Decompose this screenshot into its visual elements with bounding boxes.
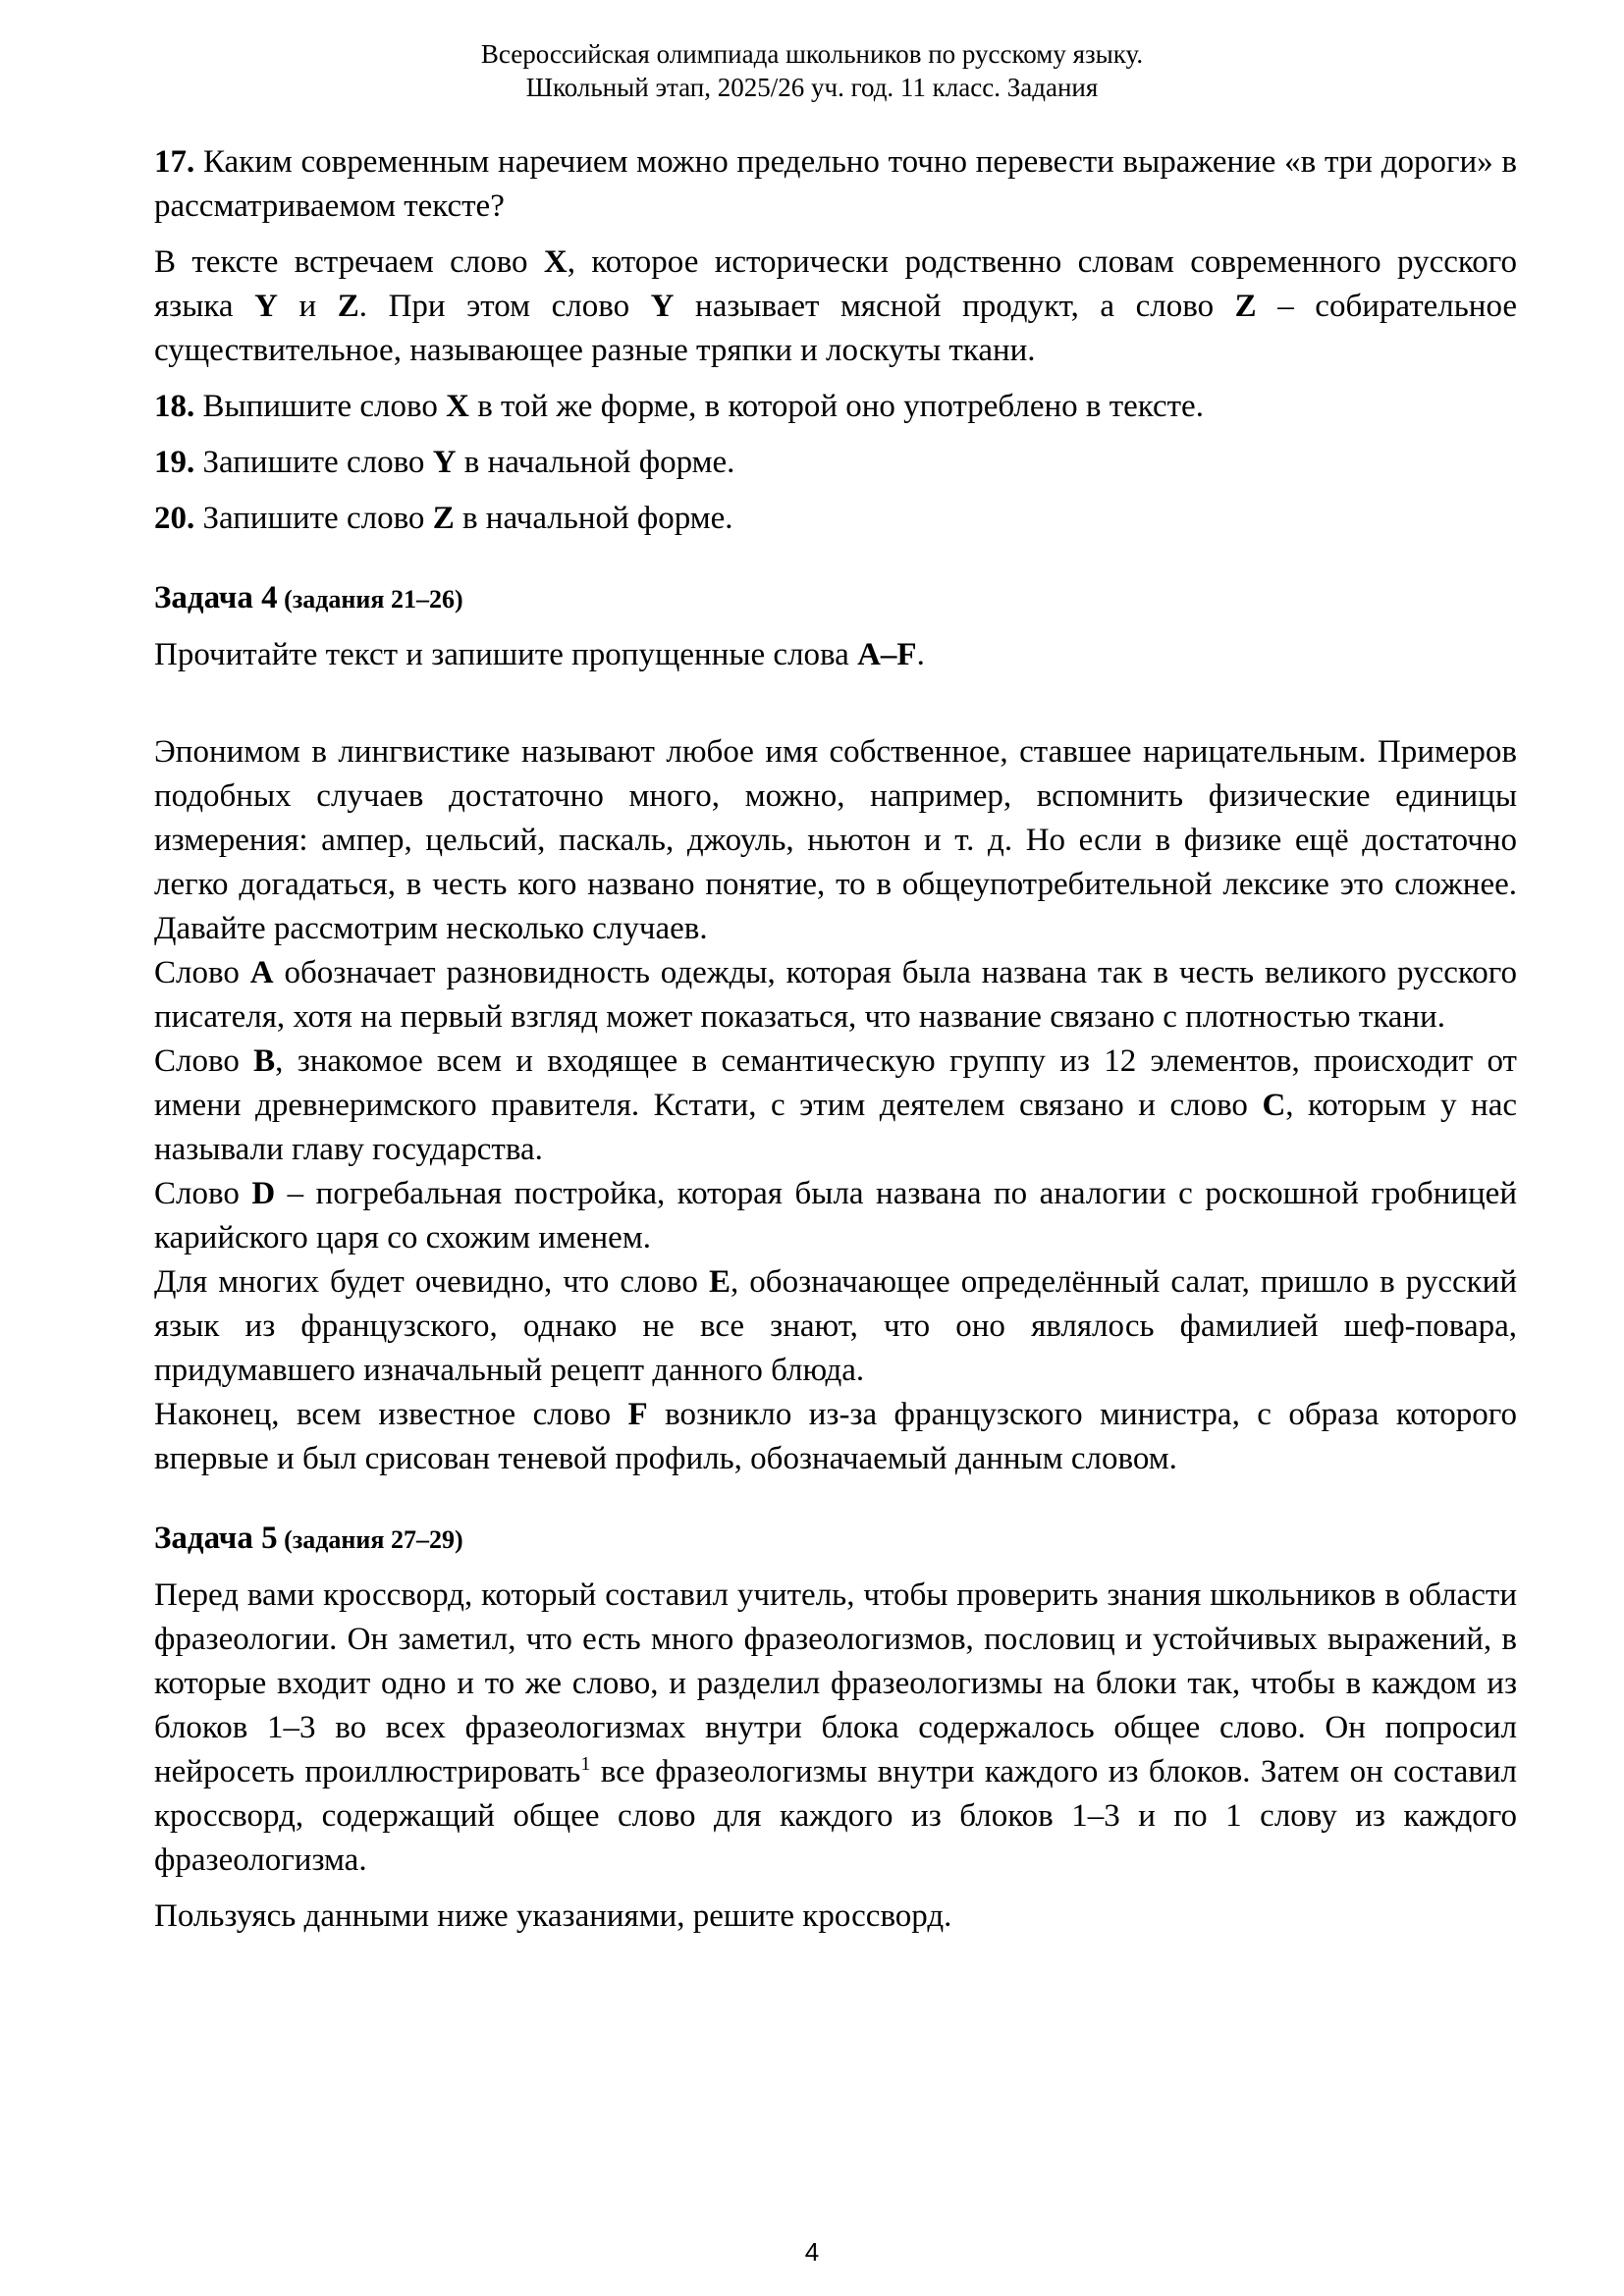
task-4-word-f: Наконец, всем известное слово F возникло из-за французского министра, с образа которого впервые и был срисован теневой профиль, обозначаемый данным словом. bbox=[154, 1397, 1517, 1476]
task-4-word-b-c: Слово B, знакомое всем и входящее в семантическую группу из 12 элементов, происходит от имени древнеримского правителя. Кстати, с этим деятелем связано и слово C, которым у нас называли главу государства. bbox=[154, 1043, 1518, 1167]
task-4-intro: Эпонимом в лингвистике называют любое имя собственное, ставшее нарицательным. Примеров подобных случаев достаточно много, можно, например, вспомнить физические единицы измерения: ампер, цельсий, паскаль, джоуль, ньютон и т. д. Но если в физике ещё достаточно легко догадаться, в честь кого названо понятие, то в общеупотребительной лексике это сложнее. Давайте рассмотрим несколько случаев. bbox=[154, 734, 1517, 946]
var-x: X bbox=[543, 244, 568, 280]
header-line-1: Всероссийская олимпиада школьников по русскому языку. bbox=[480, 39, 1144, 69]
task-4-word-e: Для многих будет очевидно, что слово E, обозначающее определённый салат, пришло в русский язык из французского, однако не все знают, что оно являлось фамилией шеф-повара, придумавшего изначальный рецепт данного блюда. bbox=[154, 1264, 1517, 1388]
task-5-heading: Задача 5 (задания 27–29) bbox=[154, 1521, 463, 1556]
var-y: Y bbox=[254, 289, 278, 324]
question-number: 17. bbox=[154, 144, 195, 180]
page-content bbox=[154, 140, 1517, 1939]
xyz-intro-paragraph: В тексте встречаем слово X, которое исторически родственно словам современного русского языка Y и Z. При этом слово Y называет мясной продукт, а слово Z – собирательное существительное, называющее разные тряпки и лоскуты ткани. bbox=[154, 244, 1517, 368]
var-z: Z bbox=[1234, 289, 1257, 324]
task-4-instruction: Прочитайте текст и запишите пропущенные слова A–F. bbox=[154, 637, 925, 672]
question-18: 18. Выпишите слово X в той же форме, в которой оно употреблено в тексте. bbox=[154, 389, 1204, 424]
task-4-word-d: Слово D – погребальная постройка, которая была названа по аналогии с роскошной гробницей карийского царя со схожим именем. bbox=[154, 1176, 1517, 1255]
page-number: 4 bbox=[804, 2237, 820, 2267]
footnote-marker: 1 bbox=[580, 1753, 591, 1775]
question-19: 19. Запишите слово Y в начальной форме. bbox=[154, 445, 735, 480]
question-20: 20. Запишите слово Z в начальной форме. bbox=[154, 501, 733, 536]
question-17: 17. Каким современным наречием можно предельно точно перевести выражение «в три дороги» в рассматриваемом тексте? bbox=[154, 144, 1517, 224]
var-z: Z bbox=[337, 289, 359, 324]
task-5-paragraph-2: Пользуясь данными ниже указаниями, решите кроссворд. bbox=[154, 1898, 952, 1934]
task-4-word-a: Слово A обозначает разновидность одежды, которая была названа так в честь великого русского писателя, хотя на первый взгляд может показаться, что название связано с плотностью ткани. bbox=[154, 955, 1517, 1035]
header-line-2: Школьный этап, 2025/26 уч. год. 11 класс. Задания bbox=[525, 73, 1099, 102]
var-y: Y bbox=[650, 289, 675, 324]
page-header bbox=[0, 37, 1624, 104]
task-5-paragraph-1: Перед вами кроссворд, который составил учитель, чтобы проверить знания школьников в области фразеологии. Он заметил, что есть много фразеологизмов, пословиц и устойчивых выражений, в которые входит одно и то же слово, и разделил фразеологизмы на блоки так, чтобы в каждом из блоков 1–3 во всех фразеологизмах внутри блока содержалось общее слово. Он попросил нейросеть проиллюстрировать$^1$ все фразеологизмы внутри каждого из блоков. Затем он составил кроссворд, содержащий общее слово для каждого из блоков 1–3 и по 1 слову из каждого фразеологизма. bbox=[154, 1577, 1517, 1878]
task-4-heading: Задача 4 (задания 21–26) bbox=[154, 580, 463, 615]
